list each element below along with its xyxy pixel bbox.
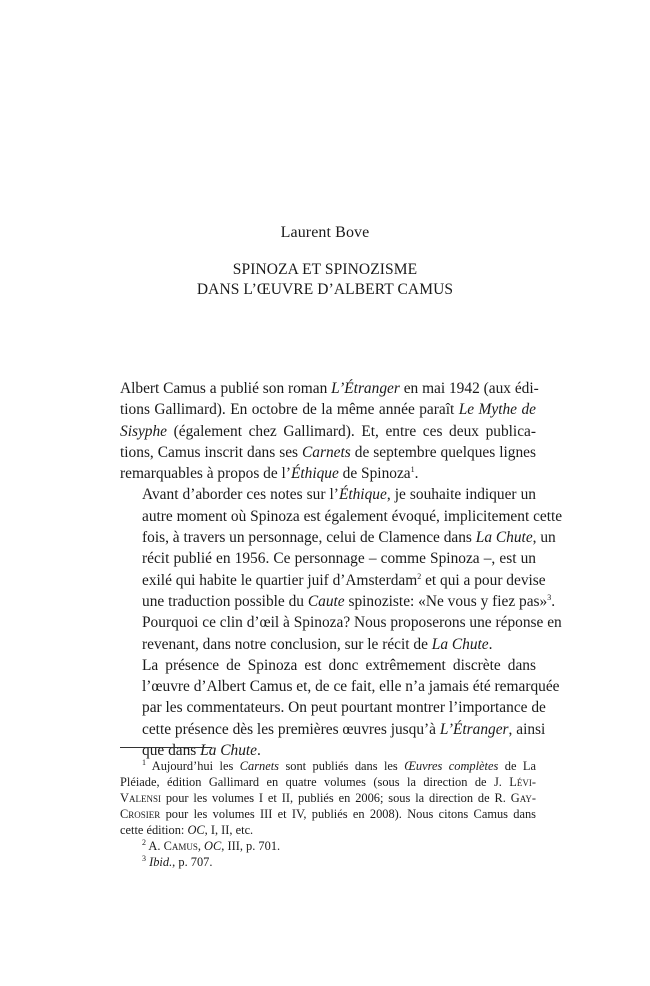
footnote-1 bbox=[120, 758, 536, 838]
text-line: revenant, dans notre conclusion, sur le récit de La Chute. bbox=[142, 635, 493, 653]
text-line: Albert Camus a publié son roman L’Étranger en mai 1942 (aux édi- bbox=[120, 380, 539, 397]
paragraph-3 bbox=[120, 655, 560, 761]
text-line: récit publié en 1956. Ce personnage – comme Spinoza –, est un bbox=[142, 550, 536, 568]
text-line: $^3$ Ibid., p. 707. bbox=[142, 853, 213, 869]
text-line: Avant d’aborder ces notes sur l’Éthique, je souhaite indiquer un bbox=[142, 486, 536, 504]
chapter-title-line-1: SPINOZA ET SPINOZISME bbox=[232, 261, 418, 278]
text-line: par les commentateurs. On peut pourtant montrer l’importance de bbox=[142, 699, 546, 717]
text-line: tions, Camus inscrit dans ses Carnets de septembre quelques lignes bbox=[120, 443, 536, 461]
footnote-divider bbox=[120, 747, 212, 748]
text-line: une traduction possible du Caute spinoziste: «Ne vous y fiez pas»$^3$. bbox=[142, 592, 556, 610]
text-line: Crosier pour les volumes III et IV, publiés en 2008). Nous citons Camus dans bbox=[120, 807, 536, 821]
text-line: remarquables à propos de l’Éthique de Spinoza$^1$. bbox=[120, 465, 419, 483]
paragraph-2 bbox=[120, 484, 563, 654]
text-line: $^2$ A. Camus, OC, III, p. 701. bbox=[142, 837, 281, 853]
text-line: Pourquoi ce clin d’œil à Spinoza? Nous proposerons une réponse en bbox=[142, 614, 562, 632]
text-line: tions Gallimard). En octobre de la même année paraît Le Mythe de bbox=[120, 401, 536, 419]
paragraph-1 bbox=[120, 378, 539, 484]
body-text bbox=[120, 378, 563, 761]
footnote-3 bbox=[120, 854, 536, 870]
text-line: Sisyphe (également chez Gallimard). Et, entre ces deux publica- bbox=[120, 422, 536, 440]
footnote-2 bbox=[120, 838, 536, 854]
chapter-title bbox=[0, 260, 650, 300]
text-line: exilé qui habite le quartier juif d’Amsterdam$^2$ et qui a pour devise bbox=[142, 571, 546, 589]
text-line: que dans La Chute. bbox=[142, 742, 261, 760]
text-line: autre moment où Spinoza est également évoqué, implicitement cette bbox=[142, 507, 563, 525]
text-line: fois, à travers un personnage, celui de Clamence dans La Chute, un bbox=[142, 529, 556, 547]
text-line: cette édition: OC, I, II, etc. bbox=[120, 823, 254, 837]
text-line: Valensi pour les volumes I et II, publiés en 2006; sous la direction de R. Gay- bbox=[120, 791, 536, 805]
text-line: La présence de Spinoza est donc extrêmement discrète dans bbox=[142, 656, 536, 674]
text-line: $^1$ Aujourd’hui les Carnets sont publiés dans les Œuvres complètes de La bbox=[142, 757, 536, 773]
text-line: cette présence dès les premières œuvres jusqu’à L’Étranger, ainsi bbox=[142, 720, 546, 738]
footnotes bbox=[120, 758, 536, 870]
chapter-title-line-2: DANS L’ŒUVRE D’ALBERT CAMUS bbox=[196, 281, 454, 298]
text-line: Pléiade, édition Gallimard en quatre volumes (sous la direction de J. Lévi- bbox=[120, 775, 536, 789]
text-line: l’œuvre d’Albert Camus et, de ce fait, elle n’a jamais été remarquée bbox=[142, 678, 560, 696]
author-name: Laurent Bove bbox=[280, 224, 370, 241]
